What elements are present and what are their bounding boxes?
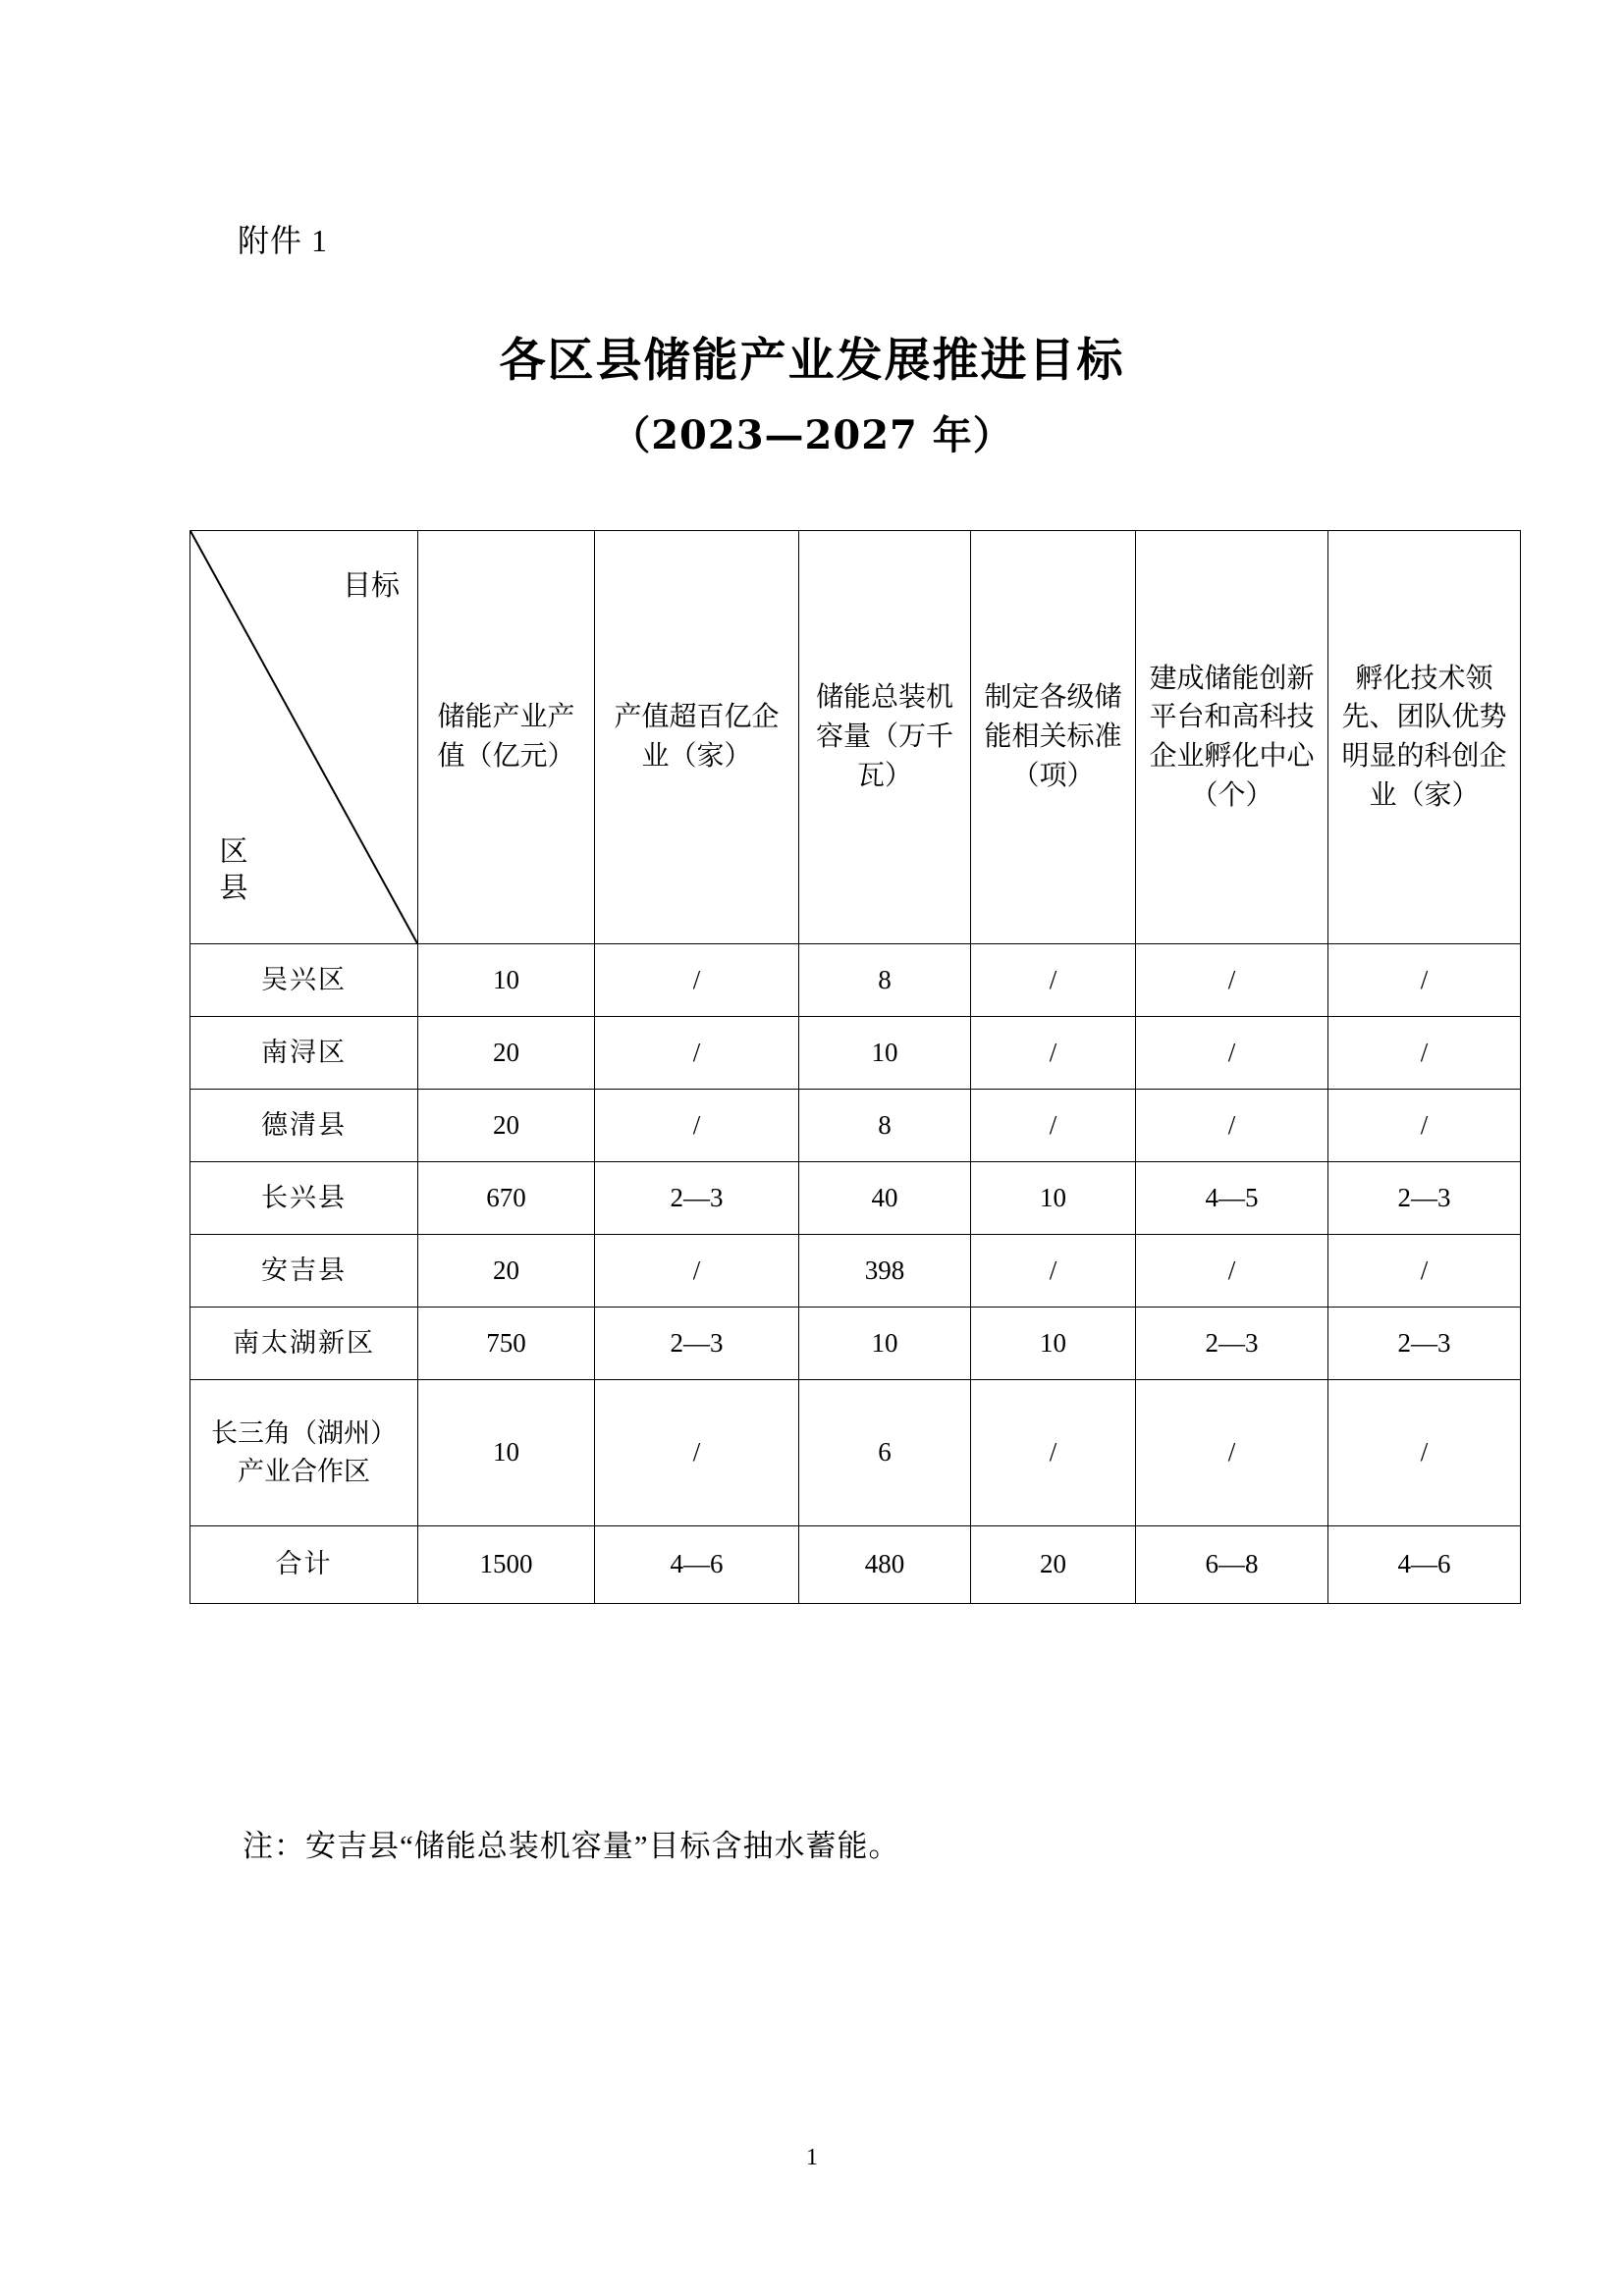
page-number: 1 bbox=[806, 2145, 818, 2170]
table-row bbox=[190, 1090, 1521, 1162]
cell-value: / bbox=[971, 1017, 1136, 1090]
table-row bbox=[190, 1162, 1521, 1235]
cell-value: 10 bbox=[799, 1017, 971, 1090]
row-label: 长兴县 bbox=[190, 1162, 418, 1235]
row-label: 南太湖新区 bbox=[190, 1308, 418, 1380]
targets-table bbox=[189, 530, 1521, 1604]
row-label: 德清县 bbox=[190, 1090, 418, 1162]
table-row bbox=[190, 944, 1521, 1017]
cell-value: 6—8 bbox=[1136, 1526, 1328, 1604]
cell-value: 10 bbox=[418, 1380, 595, 1526]
cell-value: / bbox=[1328, 1017, 1521, 1090]
cell-value: 20 bbox=[418, 1017, 595, 1090]
cell-value: 10 bbox=[971, 1162, 1136, 1235]
cell-value: / bbox=[1328, 944, 1521, 1017]
cell-value: 20 bbox=[418, 1090, 595, 1162]
cell-value: / bbox=[595, 1380, 799, 1526]
row-label: 南浔区 bbox=[190, 1017, 418, 1090]
cell-value: / bbox=[971, 1090, 1136, 1162]
cell-value: / bbox=[1136, 1090, 1328, 1162]
cell-value: 750 bbox=[418, 1308, 595, 1380]
cell-value: 20 bbox=[971, 1526, 1136, 1604]
cell-value: / bbox=[1136, 1017, 1328, 1090]
cell-value: / bbox=[595, 1090, 799, 1162]
table-corner-cell bbox=[190, 531, 418, 944]
cell-value: / bbox=[1328, 1090, 1521, 1162]
cell-value: 20 bbox=[418, 1235, 595, 1308]
column-header-output-value: 储能产业产值（亿元） bbox=[418, 531, 595, 944]
column-header-incubated-startups: 孵化技术领先、团队优势明显的科创企业（家） bbox=[1328, 531, 1521, 944]
column-header-billion-enterprises: 产值超百亿企业（家） bbox=[595, 531, 799, 944]
cell-value: 398 bbox=[799, 1235, 971, 1308]
cell-value: 10 bbox=[971, 1308, 1136, 1380]
cell-value: 40 bbox=[799, 1162, 971, 1235]
row-label: 安吉县 bbox=[190, 1235, 418, 1308]
cell-value: / bbox=[595, 1017, 799, 1090]
table-note: 注：安吉县“储能总装机容量”目标含抽水蓄能。 bbox=[243, 1829, 900, 1863]
cell-value: 2—3 bbox=[1328, 1308, 1521, 1380]
targets-table-wrapper bbox=[189, 530, 1520, 1604]
cell-value: 4—6 bbox=[1328, 1526, 1521, 1604]
table-row bbox=[190, 1308, 1521, 1380]
cell-value: 1500 bbox=[418, 1526, 595, 1604]
cell-value: 10 bbox=[418, 944, 595, 1017]
row-label: 吴兴区 bbox=[190, 944, 418, 1017]
cell-value: / bbox=[595, 1235, 799, 1308]
cell-value: 670 bbox=[418, 1162, 595, 1235]
cell-value: 2—3 bbox=[595, 1162, 799, 1235]
cell-value: 480 bbox=[799, 1526, 971, 1604]
column-header-innovation-platforms: 建成储能创新平台和高科技企业孵化中心（个） bbox=[1136, 531, 1328, 944]
cell-value: 2—3 bbox=[1136, 1308, 1328, 1380]
page-subtitle: （2023—2027 年） bbox=[611, 412, 1013, 458]
column-header-total-capacity: 储能总装机容量（万千瓦） bbox=[799, 531, 971, 944]
cell-value: / bbox=[971, 944, 1136, 1017]
page-title: 各区县储能产业发展推进目标 bbox=[499, 334, 1125, 388]
cell-value: / bbox=[1136, 1380, 1328, 1526]
row-label: 长三角（湖州）产业合作区 bbox=[190, 1380, 418, 1526]
cell-value: 8 bbox=[799, 944, 971, 1017]
cell-value: 6 bbox=[799, 1380, 971, 1526]
corner-row-axis-label: 区县 bbox=[219, 835, 248, 905]
cell-value: / bbox=[595, 944, 799, 1017]
table-total-row bbox=[190, 1526, 1521, 1604]
cell-value: 2—3 bbox=[595, 1308, 799, 1380]
cell-value: / bbox=[971, 1380, 1136, 1526]
cell-value: / bbox=[1328, 1235, 1521, 1308]
table-header-row bbox=[190, 531, 1521, 944]
table-row bbox=[190, 1017, 1521, 1090]
table-row bbox=[190, 1235, 1521, 1308]
cell-value: / bbox=[1328, 1380, 1521, 1526]
row-label-total: 合计 bbox=[190, 1526, 418, 1604]
cell-value: 10 bbox=[799, 1308, 971, 1380]
cell-value: 2—3 bbox=[1328, 1162, 1521, 1235]
cell-value: / bbox=[1136, 944, 1328, 1017]
column-header-standards: 制定各级储能相关标准（项） bbox=[971, 531, 1136, 944]
table-row bbox=[190, 1380, 1521, 1526]
cell-value: / bbox=[971, 1235, 1136, 1308]
cell-value: 8 bbox=[799, 1090, 971, 1162]
attachment-label: 附件 1 bbox=[238, 223, 329, 258]
cell-value: / bbox=[1136, 1235, 1328, 1308]
corner-column-axis-label: 目标 bbox=[343, 570, 401, 602]
cell-value: 4—5 bbox=[1136, 1162, 1328, 1235]
cell-value: 4—6 bbox=[595, 1526, 799, 1604]
